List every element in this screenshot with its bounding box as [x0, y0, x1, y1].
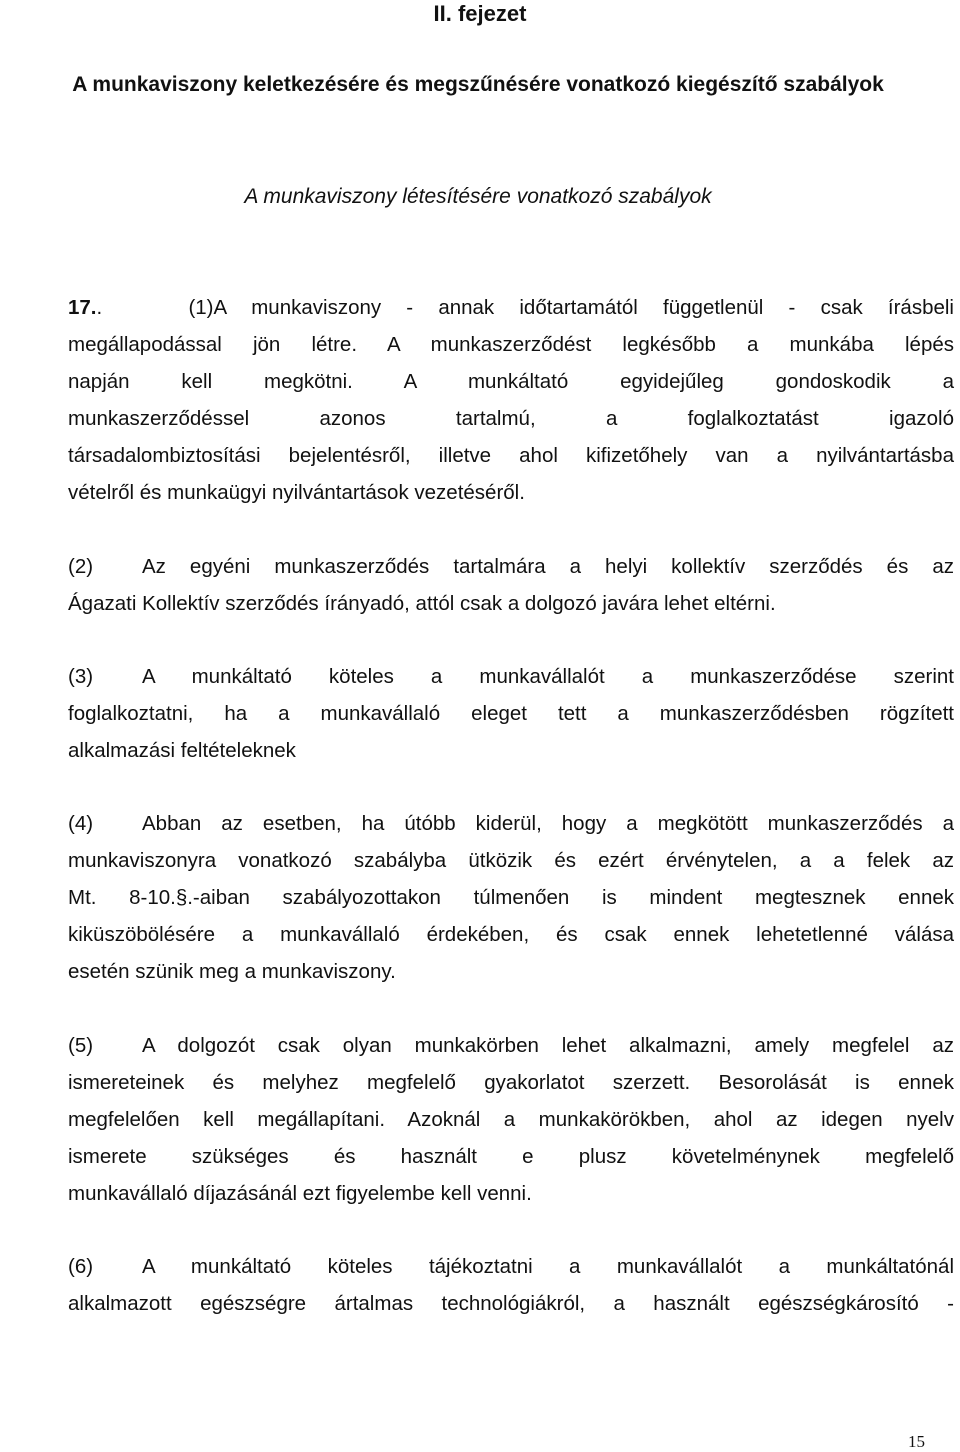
paragraph-text: Abban az esetben, ha útóbb kiderül, hogy a megkötött munkaszerződés a: [142, 812, 954, 835]
paragraph-line: ismerete szükséges és használt e plusz követelménynek megfelelő: [68, 1145, 954, 1168]
paragraph-line: ismereteinek és melyhez megfelelő gyakorlatot szerzett. Besorolását is ennek: [68, 1071, 954, 1094]
paragraph-line: munkavállaló díjazásánál ezt figyelembe kell venni.: [68, 1182, 532, 1205]
paragraph-number: (2): [68, 555, 94, 578]
paragraph-number: (3): [68, 665, 94, 688]
paragraph-number: . (1): [96, 296, 214, 319]
paragraph-line: [68, 548, 954, 585]
paragraph-line: vételről és munkaügyi nyilvántartások vezetéséről.: [68, 481, 525, 504]
paragraph-line: esetén szünik meg a munkaviszony.: [68, 960, 396, 983]
paragraph-2: [68, 548, 954, 622]
paragraph-6: [68, 1248, 954, 1322]
paragraph-line: társadalombiztosítási bejelentésről, illetve ahol kifizetőhely van a nyilvántartásba: [68, 444, 954, 467]
paragraph-number: (5): [68, 1034, 94, 1057]
paragraph-text: Az egyéni munkaszerződés tartalmára a helyi kollektív szerződés és az: [142, 555, 954, 578]
paragraph-line: Mt. 8-10.§.-aiban szabályozottakon túlmenően is mindent megtesznek ennek: [68, 886, 954, 909]
chapter-title: A munkaviszony keletkezésére és megszűnésére vonatkozó kiegészítő szabályok: [72, 73, 884, 96]
paragraph-text: A dolgozót csak olyan munkakörben lehet alkalmazni, amely megfelel az: [142, 1034, 954, 1057]
paragraph-text: A munkáltató köteles a munkavállalót a munkaszerződése szerint: [142, 665, 954, 688]
paragraph-1: [68, 289, 954, 511]
paragraph-line: munkaszerződéssel azonos tartalmú, a foglalkoztatást igazoló: [68, 407, 954, 430]
paragraph-text: A munkáltató köteles tájékoztatni a munkavállalót a munkáltatónál: [142, 1255, 954, 1278]
paragraph-line: [68, 805, 954, 842]
paragraph-3: [68, 658, 954, 769]
paragraph-line: munkaviszonyra vonatkozó szabályba ütközik és ezért érvénytelen, a a felek az: [68, 849, 954, 872]
paragraph-line: alkalmazott egészségre ártalmas technológiákról, a használt egészségkárosító -: [68, 1292, 954, 1315]
paragraph-line: megállapodással jön létre. A munkaszerződést legkésőbb a munkába lépés: [68, 333, 954, 356]
paragraph-line: [68, 1248, 954, 1285]
paragraph-line: megfelelően kell megállapítani. Azoknál a munkakörökben, ahol az idegen nyelv: [68, 1108, 954, 1131]
paragraph-line: Ágazati Kollektív szerződés írányadó, attól csak a dolgozó javára lehet eltérni.: [68, 592, 776, 615]
paragraph-number: (6): [68, 1255, 94, 1278]
paragraph-line: alkalmazási feltételeknek: [68, 739, 296, 762]
paragraph-number: (4): [68, 812, 94, 835]
section-title: A munkaviszony létesítésére vonatkozó szabályok: [244, 185, 712, 208]
paragraph-line: [68, 1027, 954, 1064]
paragraph-line: foglalkoztatni, ha a munkavállaló eleget tett a munkaszerződésben rögzített: [68, 702, 954, 725]
paragraph-line: [68, 289, 954, 326]
paragraph-line: napján kell megkötni. A munkáltató egyidejűleg gondoskodik a: [68, 370, 954, 393]
paragraph-line: [68, 658, 954, 695]
paragraph-4: [68, 805, 954, 990]
section-number: 17.: [68, 296, 97, 319]
page-number: 15: [908, 1432, 925, 1451]
chapter-heading: II. fejezet: [433, 1, 527, 26]
paragraph-5: [68, 1027, 954, 1212]
paragraph-line: kiküszöbölésére a munkavállaló érdekében, és csak ennek lehetetlenné válása: [68, 923, 954, 946]
paragraph-text: A munkaviszony - annak időtartamától függetlenül - csak írásbeli: [213, 296, 954, 319]
